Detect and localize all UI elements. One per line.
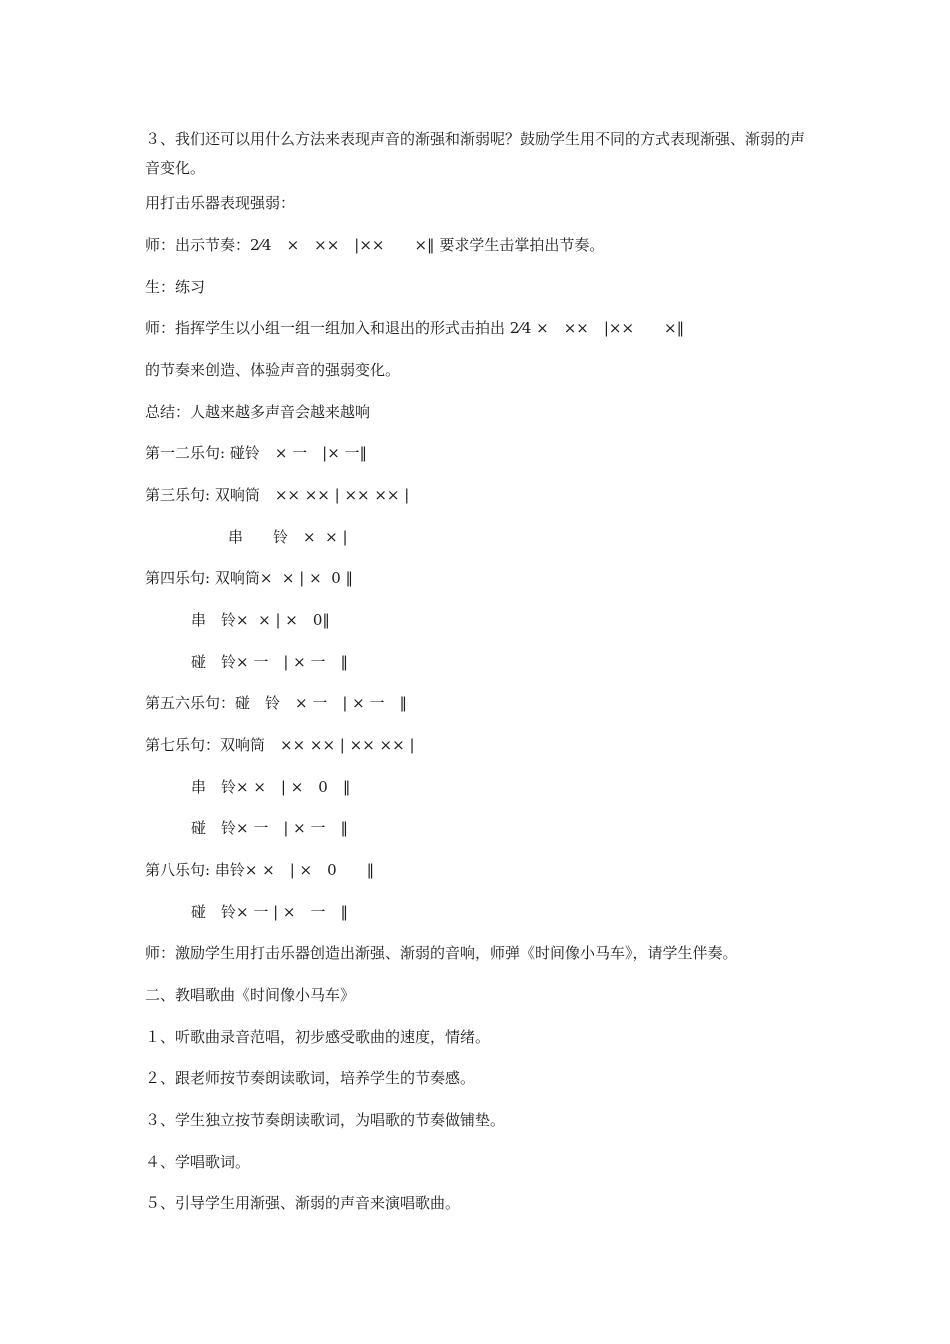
paragraph-student-practice: 生：练习 xyxy=(145,278,206,296)
phrase-1-2: 第一二乐句: 碰铃 × 一 |× 一‖ xyxy=(145,444,368,462)
phrase-7-bells: 串 铃× × | × 0 ‖ xyxy=(191,778,351,796)
paragraph-teacher-conduct: 师：指挥学生以小组一组一组加入和退出的形式击拍出 2⁄4 × ×× |×× ×‖ xyxy=(145,319,685,337)
step-5: ５、引导学生用渐强、渐弱的声音来演唱歌曲。 xyxy=(145,1194,461,1212)
paragraph-question-3: ３、我们还可以用什么方法来表现声音的渐强和渐弱呢？鼓励学生用不同的方式表现渐强、渐弱的声音变化。 xyxy=(145,130,806,177)
paragraph-rhythm-experience: 的节奏来创造、体验声音的强弱变化。 xyxy=(145,361,401,379)
phrase-4: 第四乐句: 双响筒× × | × 0 ‖ xyxy=(145,569,354,587)
phrase-5-6: 第五六乐句：碰 铃 × 一 | × 一 ‖ xyxy=(145,694,407,712)
step-4: ４、学唱歌词。 xyxy=(145,1153,251,1171)
phrase-3: 第三乐句: 双响筒 ×× ×× | ×× ×× | xyxy=(145,486,410,504)
paragraph-teacher-rhythm: 师：出示节奏：2⁄4 × ×× |×× ×‖ 要求学生击掌拍出节奏。 xyxy=(145,236,605,254)
phrase-4-cymbals: 碰 铃× 一 | × 一 ‖ xyxy=(191,653,348,671)
phrase-8-cymbals: 碰 铃× 一 | × 一 ‖ xyxy=(191,903,348,921)
section-heading-teach-song: 二、教唱歌曲《时间像小马车》 xyxy=(145,986,356,1004)
step-2: ２、跟老师按节奏朗读歌词，培养学生的节奏感。 xyxy=(145,1069,476,1087)
phrase-7-cymbals: 碰 铃× 一 | × 一 ‖ xyxy=(191,819,348,837)
phrase-3-bells: 串 铃 × × | xyxy=(228,528,348,546)
paragraph-percussion-intro: 用打击乐器表现强弱： xyxy=(145,194,296,212)
step-1: １、听歌曲录音范唱，初步感受歌曲的速度，情绪。 xyxy=(145,1028,491,1046)
phrase-8: 第八乐句: 串铃× × | × 0 ‖ xyxy=(145,861,375,879)
phrase-4-bells: 串 铃× × | × 0‖ xyxy=(191,611,330,629)
paragraph-summary: 总结：人越来越多声音会越来越响 xyxy=(145,403,371,421)
paragraph-teacher-encourage: 师：激励学生用打击乐器创造出渐强、渐弱的音响，师弹《时间像小马车》，请学生伴奏。 xyxy=(145,944,738,962)
step-3: ３、学生独立按节奏朗读歌词，为唱歌的节奏做铺垫。 xyxy=(145,1111,506,1129)
phrase-7: 第七乐句：双响筒 ×× ×× | ×× ×× | xyxy=(145,736,415,754)
